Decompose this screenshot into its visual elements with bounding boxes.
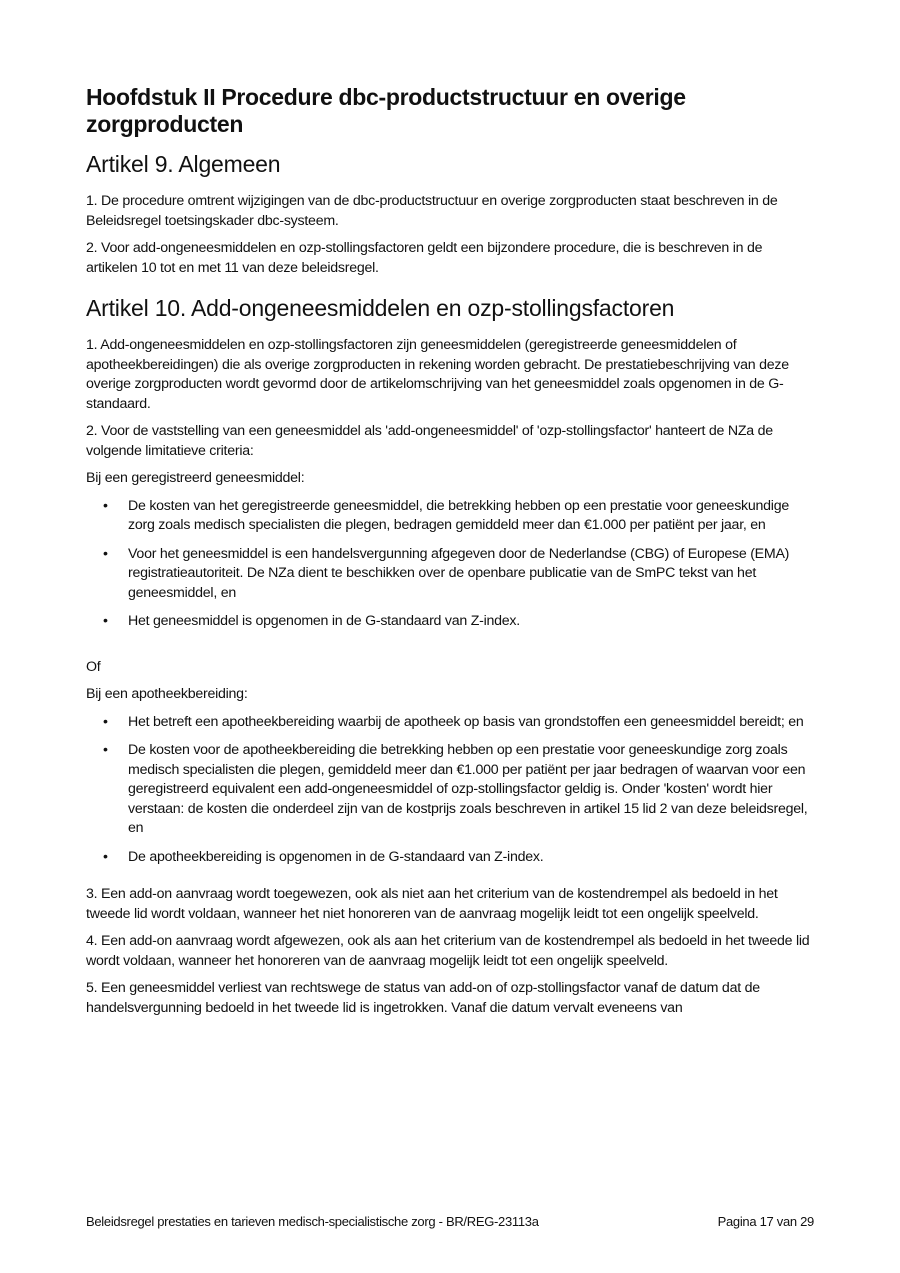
article-10-paragraph-2: 2. Voor de vaststelling van een geneesmiddel als 'add-ongeneesmiddel' of 'ozp-stollingsfactor' hanteert de NZa de volgende limitatieve criteria: <box>86 423 773 459</box>
bullet-icon: • <box>103 497 108 514</box>
pharmacy-preparation-label: Bij een apotheekbereiding: <box>86 686 248 702</box>
article-9-paragraph-1: 1. De procedure omtrent wijzigingen van de dbc-productstructuur en overige zorgproducten staat beschreven in de Beleidsregel toetsingskader dbc-systeem. <box>86 193 778 229</box>
pharmacy-criteria-list <box>86 713 816 868</box>
footer-document-title: Beleidsregel prestaties en tarieven medisch-specialistische zorg - BR/REG-23113a <box>86 1214 539 1229</box>
article-10-paragraph-3: 3. Een add-on aanvraag wordt toegewezen, ook als niet aan het criterium van de kostendrempel als bedoeld in het tweede lid wordt voldaan, wanneer het niet honoreren van de aanvraag mogelijk leidt tot een ongelijk speelveld. <box>86 886 778 922</box>
page-number: Pagina 17 van 29 <box>717 1214 814 1229</box>
list-item: • De apotheekbereiding is opgenomen in de G-standaard van Z-index. <box>86 848 816 868</box>
page-footer <box>86 1214 814 1229</box>
article-10-paragraph-1: 1. Add-ongeneesmiddelen en ozp-stollingsfactoren zijn geneesmiddelen (geregistreerde geneesmiddelen of apotheekbereidingen) die als overige zorgproducten in rekening worden gebracht. De prestatiebeschrijving van deze overige zorgproducten wordt gevormd door de artikelomschrijving van het geneesmiddel zoals opgenomen in de G-standaard. <box>86 337 789 412</box>
article-10 <box>86 294 816 1018</box>
article-10-paragraph-4: 4. Een add-on aanvraag wordt afgewezen, ook als aan het criterium van de kostendrempel als bedoeld in het tweede lid wordt voldaan, wanneer het honoreren van de aanvraag mogelijk leidt tot een ongelijk speelveld. <box>86 933 810 969</box>
registered-medicine-label: Bij een geregistreerd geneesmiddel: <box>86 470 305 486</box>
article-9-paragraph-2: 2. Voor add-ongeneesmiddelen en ozp-stollingsfactoren geldt een bijzondere procedure, die is beschreven in de artikelen 10 tot en met 11 van deze beleidsregel. <box>86 240 763 276</box>
chapter-title: Hoofdstuk II Procedure dbc-productstructuur en overige zorgproducten <box>86 84 686 137</box>
article-9 <box>86 150 816 278</box>
bullet-icon: • <box>103 545 108 562</box>
list-item: • Het betreft een apotheekbereiding waarbij de apotheek op basis van grondstoffen een geneesmiddel bereidt; en <box>86 713 816 733</box>
bullet-icon: • <box>103 848 108 865</box>
article-10-paragraph-5: 5. Een geneesmiddel verliest van rechtswege de status van add-on of ozp-stollingsfactor vanaf de datum dat de handelsvergunning bedoeld in het tweede lid is ingetrokken. Vanaf die datum vervalt eveneens van <box>86 980 760 1016</box>
article-9-title: Artikel 9. Algemeen <box>86 151 281 177</box>
document-page <box>86 84 816 1026</box>
article-10-title: Artikel 10. Add-ongeneesmiddelen en ozp-stollingsfactoren <box>86 295 675 321</box>
bullet-icon: • <box>103 613 108 629</box>
or-label: Of <box>86 658 101 675</box>
list-item: • De kosten van het geregistreerde geneesmiddel, die betrekking hebben op een prestatie voor geneeskundige zorg zoals medisch specialisten die plegen, bedragen gemiddeld meer dan €1.000 per patiënt per jaar, en <box>103 497 789 533</box>
list-item: • De kosten voor de apotheekbereiding die betrekking hebben op een prestatie voor geneeskundige zorg zoals medisch specialisten die plegen, gemiddeld meer dan €1.000 per patiënt per jaar bedragen of waarvan voor een geregistreerd equivalent een add-ongeneesmiddel of ozp-stollingsfactor geldig is. Onder 'kosten' wordt hier verstaan: de kosten die onderdeel zijn van de kostprijs zoals beschreven in artikel 15 lid 2 van deze beleidsregel, en <box>103 742 808 836</box>
list-item: • Het geneesmiddel is opgenomen in de G-standaard van Z-index. <box>86 612 816 632</box>
bullet-icon: • <box>103 742 108 758</box>
list-item: • Voor het geneesmiddel is een handelsvergunning afgegeven door de Nederlandse (CBG) of Europese (EMA) registratieautoriteit. De NZa dient te beschikken over de openbare publicatie van de SmPC tekst van het geneesmiddel, en <box>103 545 790 601</box>
registered-criteria-list <box>86 497 816 632</box>
bullet-icon: • <box>103 713 108 730</box>
